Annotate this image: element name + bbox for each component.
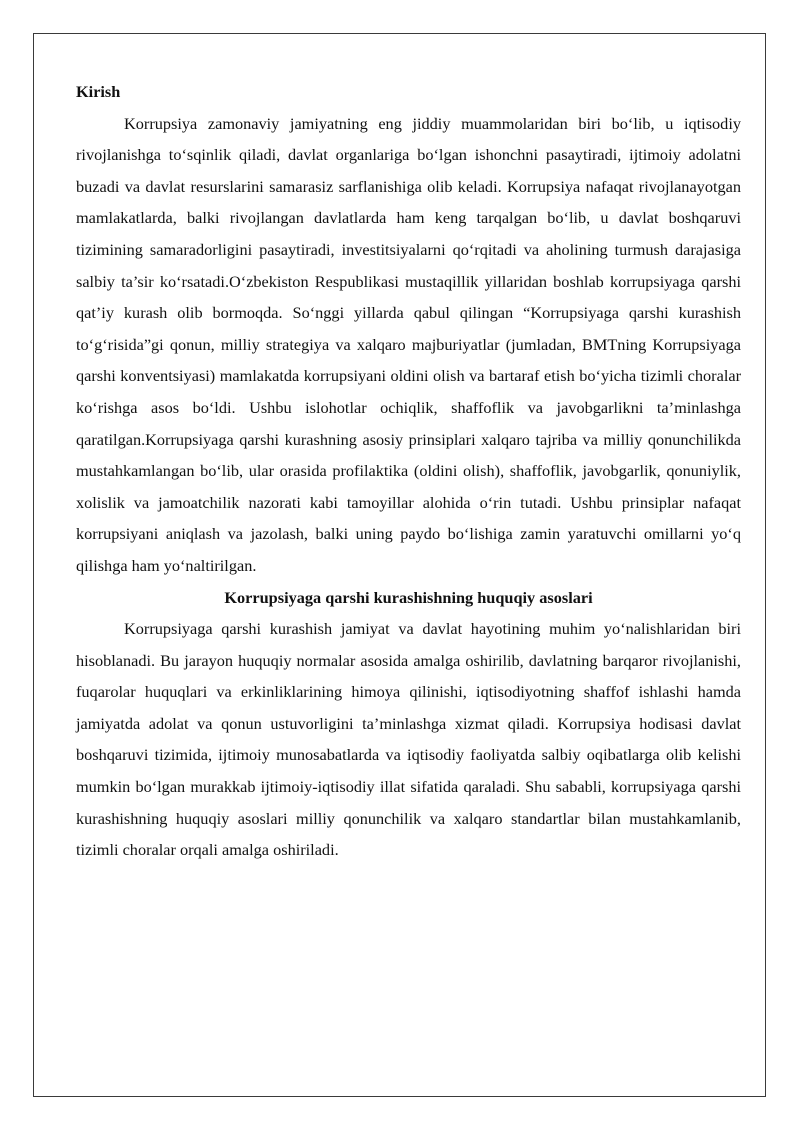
section-paragraph: Korrupsiyaga qarshi kurashish jamiyat va davlat hayotining muhim yo‘nalishlaridan biri hisoblanadi. Bu jarayon huquqiy normalar asosida amalga oshirilib, davlatning barqaror rivojlanishi, fuqarolar huquqlari va erkinliklarining himoya qilinishi, iqtisodiyotning shaffof ishlashi hamda jamiyatda adolat va qonun ustuvorligini ta’minlashga xizmat qiladi. Korrupsiya hodisasi davlat boshqaruvi tizimida, ijtimoiy munosabatlarda va iqtisodiy faoliyatda salbiy oqibatlarga olib kelishi mumkin bo‘lgan murakkab ijtimoiy-iqtisodiy illat sifatida qaraladi. Shu sababli, korrupsiyaga qarshi kurashishning huquqiy asoslari milliy qonunchilik va xalqaro standartlar bilan mustahkamlanib, tizimli choralar orqali amalga oshiriladi. — [76, 619, 741, 860]
document-body — [76, 76, 741, 866]
section-title: Korrupsiyaga qarshi kurashishning huquqiy asoslari — [224, 587, 593, 607]
document-heading: Kirish — [76, 82, 121, 101]
intro-paragraph: Korrupsiya zamonaviy jamiyatning eng jiddiy muammolaridan biri bo‘lib, u iqtisodiy rivojlanishga to‘sqinlik qiladi, davlat organlariga bo‘lgan ishonchni pasaytiradi, ijtimoiy adolatni buzadi va davlat resurslarini samarasiz sarflanishiga olib keladi. Korrupsiya nafaqat rivojlanayotgan mamlakatlarda, balki rivojlangan davlatlarda ham keng tarqalgan bo‘lib, u davlat boshqaruvi tizimining samaradorligini pasaytiradi, investitsiyalarni qo‘rqitadi va aholining turmush darajasiga salbiy ta’sir ko‘rsatadi.O‘zbekiston Respublikasi mustaqillik yillaridan boshlab korrupsiyaga qarshi qat’iy kurash olib bormoqda. So‘nggi yillarda qabul qilingan “Korrupsiyaga qarshi kurashish to‘g‘risida”gi qonun, milliy strategiya va xalqaro majburiyatlar (jumladan, BMTning Korrupsiyaga qarshi konventsiyasi) mamlakatda korrupsiyani oldini olish va bartaraf etish bo‘yicha tizimli choralar ko‘rishga asos bo‘ldi. Ushbu islohotlar ochiqlik, shaffoflik va javobgarlikni ta’minlashga qaratilgan.Korrupsiyaga qarshi kurashning asosiy prinsiplari xalqaro tajriba va milliy qonunchilikda mustahkamlangan bo‘lib, ular orasida profilaktika (oldini olish), shaffoflik, javobgarlik, qonuniylik, xolislik va jamoatchilik nazorati kabi tamoyillar alohida o‘rin tutadi. Ushbu prinsiplar nafaqat korrupsiyani aniqlash va jazolash, balki uning paydo bo‘lishiga zamin yaratuvchi omillarni yo‘q qilishga ham yo‘naltirilgan. — [76, 113, 741, 575]
